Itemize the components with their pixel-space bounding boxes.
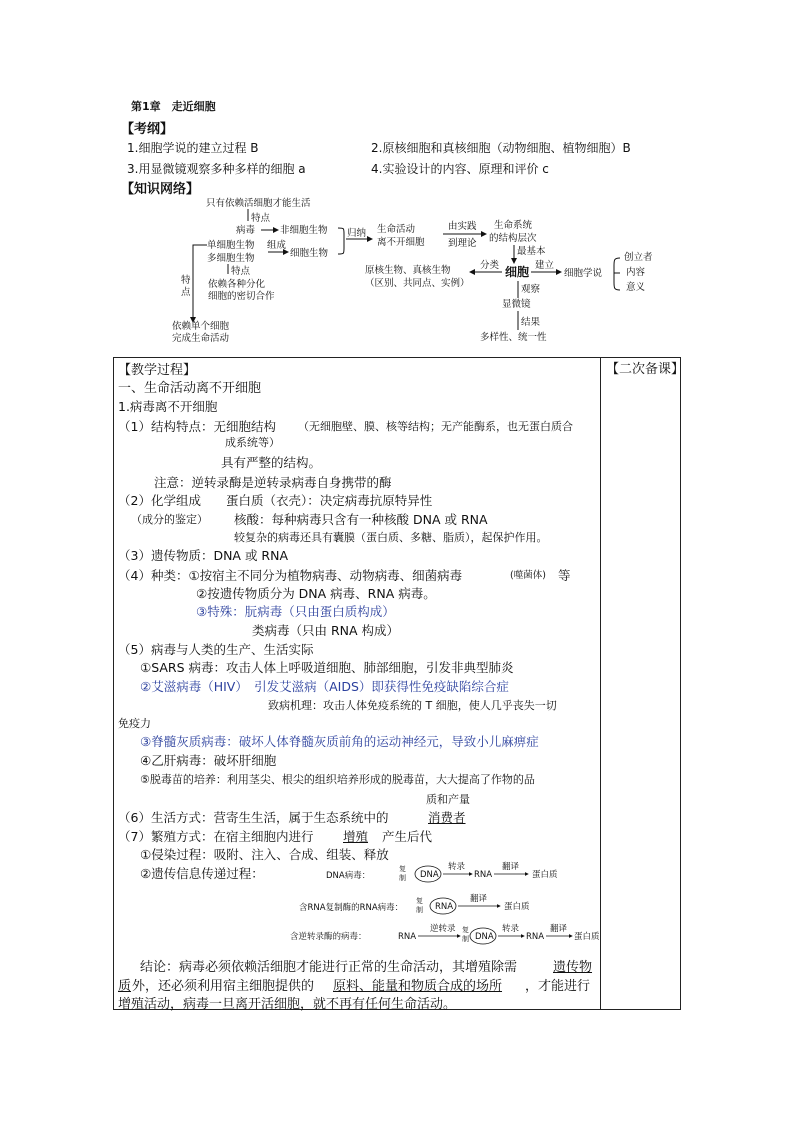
- chapter-title: 第1章 走近细胞: [131, 100, 216, 113]
- svg-text:复: 复: [399, 865, 406, 873]
- flow-row1-dna: DNA: [420, 870, 439, 880]
- net-n29: 细胞学说: [564, 268, 603, 279]
- net-n27: 细胞: [505, 265, 530, 279]
- line-26b: 增殖: [343, 829, 369, 844]
- line-9b: 核酸：每种病毒只含有一种核酸 DNA 或 RNA: [234, 512, 488, 527]
- flow-row2-protein: 蛋白质: [504, 902, 530, 912]
- conclusion-2c: 原料、能量和物质合成的场所: [333, 979, 503, 994]
- svg-text:翻译: 翻译: [470, 894, 488, 904]
- net-n14: 依赖单个细胞: [172, 321, 230, 332]
- net-n22: 的结构层次: [489, 233, 537, 244]
- outline-item-3: 3.用显微镜观察多种多样的细胞 a: [127, 162, 306, 176]
- net-n13: 点: [181, 287, 191, 298]
- net-n33: 观察: [521, 284, 541, 295]
- line-9a: （成分的鉴定）: [131, 513, 208, 526]
- svg-text:复: 复: [416, 897, 423, 905]
- svg-text:制: 制: [399, 874, 406, 882]
- line-17: ①SARS 病毒：攻击人体上呼吸道细胞、肺部细胞，引发非典型肺炎: [140, 660, 514, 675]
- net-n10: 依赖各种分化: [208, 279, 266, 290]
- outline-heading: 【考纲】: [121, 122, 174, 137]
- flow-row3-protein: 蛋白质: [574, 932, 600, 942]
- svg-text:翻译: 翻译: [550, 924, 568, 934]
- net-n32: 意义: [626, 282, 646, 293]
- line-3: 1.病毒离不开细胞: [118, 399, 218, 414]
- line-27: ①侵染过程：吸附、注入、合成、组装、释放: [140, 847, 389, 862]
- line-11: （3）遗传物质：DNA 或 RNA: [118, 548, 289, 563]
- flow-row2-label: 含RNA复制酶的RNA病毒：: [299, 903, 404, 913]
- net-n11: 细胞的密切合作: [208, 291, 275, 302]
- line-24: 质和产量: [426, 793, 470, 806]
- net-n1: 只有依赖活细胞才能生活: [206, 198, 311, 209]
- line-19: 致病机理：攻击人体免疫系统的 T 细胞，使人几乎丧失一切: [268, 699, 557, 712]
- network-heading: 【知识网络】: [121, 182, 200, 197]
- net-n35: 结果: [521, 317, 541, 328]
- net-n5: 单细胞生物: [207, 240, 255, 251]
- net-n12: 特: [181, 275, 191, 286]
- line-6: 具有严整的结构。: [221, 455, 322, 470]
- conclusion-1a: 结论：病毒必须依赖活细胞才能进行正常的生命活动，其增殖除需: [140, 960, 518, 975]
- flow-row2-rna: RNA: [435, 902, 454, 912]
- net-n16: 归纳: [347, 228, 367, 239]
- line-26a: （7）繁殖方式：在宿主细胞内进行: [118, 829, 314, 844]
- net-n30: 创立者: [624, 252, 653, 263]
- line-12a: （4）种类：①按宿主不同分为植物病毒、动物病毒、细菌病毒: [118, 568, 463, 583]
- line-4b: （无细胞壁、膜、核等结构；无产能酶系，也无蛋白质合: [298, 420, 573, 433]
- net-n17: 生命活动: [377, 224, 416, 235]
- line-22: ④乙肝病毒：破坏肝细胞: [140, 753, 277, 768]
- svg-text:制: 制: [416, 906, 423, 914]
- line-16: （5）病毒与人类的生产、生活实际: [118, 642, 314, 657]
- line-15: 类病毒（只由 RNA 构成）: [252, 623, 400, 638]
- net-n6: 组成: [267, 240, 287, 251]
- line-8: （2）化学组成 蛋白质（衣壳）：决定病毒抗原特异性: [118, 493, 433, 508]
- outline-item-4: 4.实验设计的内容、原理和评价 c: [371, 162, 549, 176]
- outline-item-1: 1.细胞学说的建立过程 B: [127, 141, 259, 155]
- flow-row3-dna: DNA: [475, 932, 494, 942]
- outline-item-2: 2.原核细胞和真核细胞（动物细胞、植物细胞）B: [371, 141, 631, 155]
- net-n23: 最基本: [517, 246, 546, 257]
- line-4a: （1）结构特点：无细胞结构: [118, 419, 276, 434]
- net-n7: 多细胞生物: [207, 253, 255, 264]
- net-n25: （区别、共同点、实例）: [365, 278, 470, 289]
- section-1-heading: 一、生命活动离不开细胞: [118, 381, 262, 396]
- line-25a: （6）生活方式：营寄生生活，属于生态系统中的: [118, 810, 389, 825]
- net-n20: 到理论: [448, 238, 477, 249]
- svg-text:制: 制: [462, 935, 469, 943]
- net-n36: 多样性、统一性: [480, 332, 547, 343]
- flow-row1-rna: RNA: [474, 870, 493, 880]
- svg-text:转录: 转录: [448, 862, 466, 872]
- net-n19: 由实践: [448, 221, 477, 232]
- knowledge-network-diagram: [150, 190, 690, 350]
- net-n3: 病毒: [236, 225, 256, 236]
- second-prep-column: 【二次备课】: [606, 362, 685, 377]
- net-n2: 特点: [251, 213, 271, 224]
- genetic-flow-diagram: [290, 858, 610, 950]
- line-14: ③特殊：朊病毒（只由蛋白质构成）: [196, 604, 395, 619]
- line-26c: 产生后代: [382, 829, 433, 844]
- line-25b: 消费者: [428, 810, 466, 825]
- net-n26: 分类: [480, 260, 500, 271]
- net-n34: 显微镜: [502, 299, 531, 310]
- net-n18: 离不开细胞: [377, 237, 425, 248]
- line-23: ⑤脱毒苗的培养：利用茎尖、根尖的组织培养形成的脱毒苗，大大提高了作物的品: [140, 773, 535, 786]
- line-10: 较复杂的病毒还具有囊膜（蛋白质、多糖、脂质），起保护作用。: [234, 531, 548, 544]
- teaching-process-heading: 【教学过程】: [118, 363, 197, 378]
- line-12b: (噬菌体): [510, 570, 546, 581]
- line-18: ②艾滋病毒（HIV） 引发艾滋病（AIDS）即获得性免疫缺陷综合症: [140, 679, 509, 694]
- conclusion-2b: 外，还必须利用宿主细胞提供的: [132, 979, 315, 994]
- conclusion-2d: ，才能进行: [525, 979, 591, 994]
- flow-row3-label: 含逆转录酶的病毒：: [290, 932, 367, 942]
- line-5: 成系统等）: [225, 436, 280, 449]
- conclusion-2a: 质: [118, 979, 132, 994]
- svg-text:翻译: 翻译: [502, 862, 520, 872]
- net-n21: 生命系统: [494, 220, 533, 231]
- svg-text:RNA: RNA: [526, 932, 545, 942]
- line-7: 注意：逆转录酶是逆转录病毒自身携带的酶: [154, 475, 392, 490]
- line-13: ②按遗传物质分为 DNA 病毒、RNA 病毒。: [196, 586, 436, 601]
- net-n24: 原核生物、真核生物: [365, 265, 451, 276]
- net-n28: 建立: [535, 260, 555, 271]
- line-20: 免疫力: [118, 717, 151, 730]
- net-n4: 非细胞生物: [280, 225, 328, 236]
- net-n8: 细胞生物: [290, 248, 329, 259]
- line-12c: 等: [558, 568, 571, 583]
- flow-row3-rna: RNA: [398, 932, 417, 942]
- flow-row1-label: DNA病毒：: [326, 871, 371, 881]
- line-21: ③脊髓灰质病毒：破坏人体脊髓灰质前角的运动神经元，导致小儿麻痹症: [140, 734, 539, 749]
- line-28: ②遗传信息传递过程：: [140, 866, 264, 881]
- conclusion-1b: 遗传物: [553, 960, 593, 975]
- svg-text:复: 复: [462, 926, 469, 934]
- net-n9: 特点: [231, 266, 251, 277]
- conclusion-3: 增殖活动，病毒一旦离开活细胞，就不再有任何生命活动。: [118, 997, 457, 1012]
- net-n31: 内容: [626, 267, 646, 278]
- flow-row1-protein: 蛋白质: [532, 870, 558, 880]
- svg-text:转录: 转录: [502, 924, 520, 934]
- net-n15: 完成生命活动: [172, 333, 230, 344]
- svg-text:逆转录: 逆转录: [430, 924, 456, 934]
